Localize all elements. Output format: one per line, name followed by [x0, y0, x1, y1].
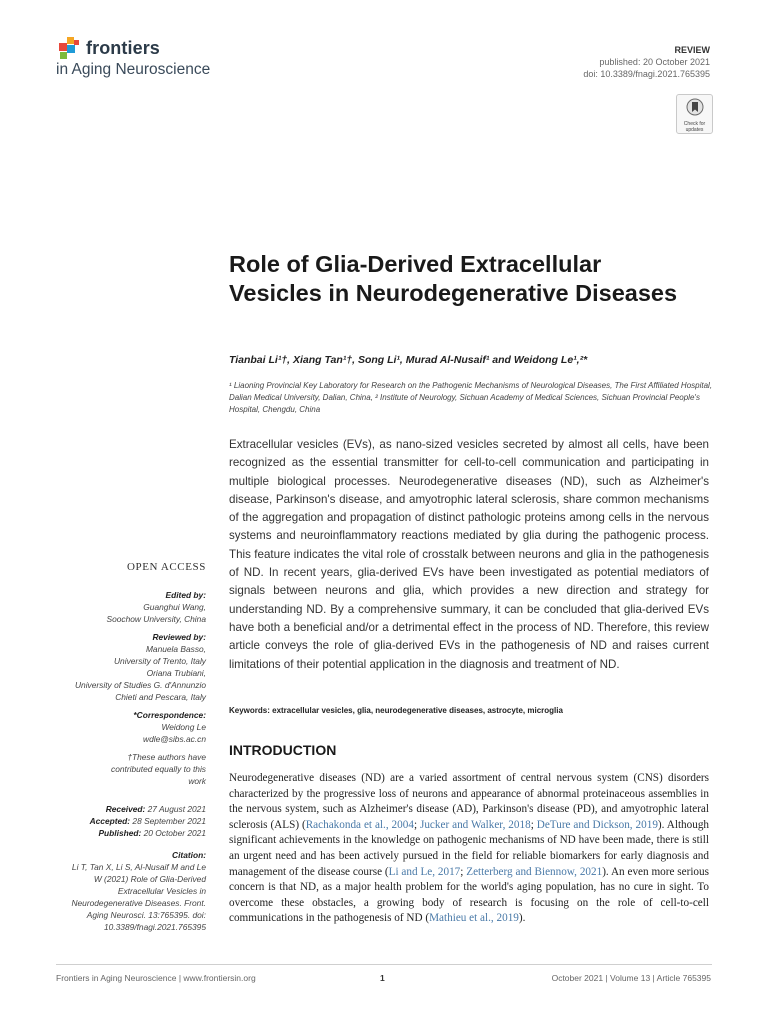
page-number: 1: [380, 973, 385, 983]
citation-link[interactable]: Li and Le, 2017: [388, 865, 461, 878]
body-text: ). An even more serious concern is that ND, as a major health problem for the world's aging population, has no cure in sight. To overcome these obstacles, a growing body of research is focusing on the role of cell-to-cell communications in the pathogenesis of ND (: [229, 865, 709, 925]
reviewed-by-label: Reviewed by:: [152, 632, 206, 642]
correspondence-name: Weidong Le: [161, 722, 206, 732]
equal-contribution-note: †These authors have contributed equally to this work: [111, 752, 206, 786]
citation-link[interactable]: Jucker and Walker, 2018: [419, 818, 531, 831]
body-text: ;: [413, 818, 420, 831]
editor-affiliation: Soochow University, China: [106, 614, 206, 624]
reviewer-name: Manuela Basso,: [145, 644, 206, 654]
received-value: 27 August 2021: [145, 804, 206, 814]
bookmark-icon: [686, 98, 704, 116]
published-value: 20 October 2021: [141, 828, 206, 838]
citation-label: Citation:: [172, 850, 206, 860]
journal-name: in Aging Neuroscience: [56, 61, 211, 78]
citation-link[interactable]: Mathieu et al., 2019: [429, 912, 519, 925]
citation-text: Li T, Tan X, Li S, Al-Nusaif M and Le W (2021) Role of Glia-Derived Extracellular Vesicles in Neurodegenerative Diseases. Front. Aging Neurosci. 13:765395. doi: 10.3389/fnagi.2021.765395: [71, 862, 206, 932]
correspondence-label: *Correspondence:: [133, 710, 206, 720]
body-text: ;: [530, 818, 537, 831]
citation-link[interactable]: DeTure and Dickson, 2019: [536, 818, 658, 831]
article-title: Role of Glia-Derived Extracellular Vesicles in Neurodegenerative Diseases: [229, 251, 678, 306]
accepted-value: 28 September 2021: [130, 816, 206, 826]
citation-link[interactable]: Rachakonda et al., 2004: [305, 818, 414, 831]
open-access-label: OPEN ACCESS: [126, 561, 206, 573]
introduction-paragraph: [229, 771, 709, 927]
accepted-label: Accepted:: [89, 816, 131, 826]
affiliations: ¹ Liaoning Provincial Key Laboratory for Research on the Pathogenic Mechanisms of Neurological Diseases, The First Affiliated Hospital, Dalian Medical University, Dalian, China, ² Institute of Neurology, Sichuan Academy of Medical Sciences, Sichuan Provincial People's Hospital, Chengdu, China: [229, 381, 713, 414]
footer-divider: [56, 964, 712, 965]
citation-link[interactable]: Zetterberg and Biennow, 2021: [466, 865, 603, 878]
received-date: [56, 803, 206, 815]
correspondence-email[interactable]: wdle@sibs.ac.cn: [143, 734, 206, 744]
badge-label: Check for updates: [683, 121, 706, 133]
reviewer-affiliation: University of Trento, Italy: [114, 656, 206, 666]
body-text: Neurodegenerative diseases (ND) are a varied assortment of central nervous system (CNS) disorders characterized by the progressive loss of neurons and appearance of abnormal proteinaceous assemblies in the nervous system, such as Alzheimer's disease (AD), Parkinson's disease (PD), and amyotrophic lateral sclerosis (ALS) (: [229, 772, 709, 831]
check-for-updates-button[interactable]: [676, 94, 713, 134]
section-heading: INTRODUCTION: [229, 742, 337, 758]
brand-name: frontiers: [86, 38, 160, 58]
article-meta: [583, 44, 710, 80]
reviewer-name: Oriana Trubiani,: [146, 668, 206, 678]
editor-name: Guanghui Wang,: [143, 602, 206, 612]
author-list: Tianbai Li¹†, Xiang Tan¹†, Song Li¹, Murad Al-Nusaif¹ and Weidong Le¹,²*: [229, 354, 588, 366]
body-text: ;: [460, 865, 467, 878]
frontiers-logo-icon: [56, 34, 82, 60]
publish-date: published: 20 October 2021: [599, 57, 710, 67]
accepted-date: [56, 815, 206, 827]
footer-journal-link[interactable]: Frontiers in Aging Neuroscience | www.frontiersin.org: [56, 973, 256, 983]
body-text: ). Although significant achievements in the knowledge on pathogenic mechanisms of ND have been made, there is still an urgent need and has been actively pursued in the field for reliable biomarkers for early diagnosis and management of the disease course (: [229, 818, 710, 878]
footer-issue-info: October 2021 | Volume 13 | Article 765395: [551, 973, 711, 983]
reviewer-affiliation: University of Studies G. d'Annunzio: [74, 680, 206, 690]
published-label: Published:: [98, 828, 142, 838]
article-doi[interactable]: doi: 10.3389/fnagi.2021.765395: [583, 69, 710, 79]
article-type: REVIEW: [674, 45, 710, 55]
abstract: Extracellular vesicles (EVs), as nano-sized vesicles secreted by almost all cells, have been recognized as the essential transmitter for cell-to-cell communication and participating in multiple biological processes. Neurodegenerative diseases (ND), such as Alzheimer's disease, Parkinson's disease, and amyotrophic lateral sclerosis, share common mechanisms of the aggregation and propagation of distinct pathologic proteins among cells in the nervous systems and neuroinflammatory reactions mediated by glia during the pathogenic process. This feature indicates the vital role of crosstalk between neurons and glia in the pathogenesis of ND. In recent years, glia-derived EVs have been investigated as potential mediators of signals between neurons and glia, which provides a new direction and strategy for understanding ND. By a comprehensive summary, it can be concluded that glia-derived EVs have both a beneficial and/or a detrimental effect in the process of ND. Therefore, this review article conveys the role of glia-derived EVs in the pathogenesis of ND and raises current limitations of their potential application in the diagnosis and treatment of ND.: [229, 438, 709, 671]
body-text: ).: [518, 912, 526, 925]
reviewer-affiliation: Chieti and Pescara, Italy: [115, 692, 206, 702]
published-date: [56, 827, 206, 839]
received-label: Received:: [105, 804, 146, 814]
keywords: Keywords: extracellular vesicles, glia, neurodegenerative diseases, astrocyte, microglia: [229, 706, 563, 715]
editorial-info: [56, 583, 206, 933]
edited-by-label: Edited by:: [165, 590, 206, 600]
